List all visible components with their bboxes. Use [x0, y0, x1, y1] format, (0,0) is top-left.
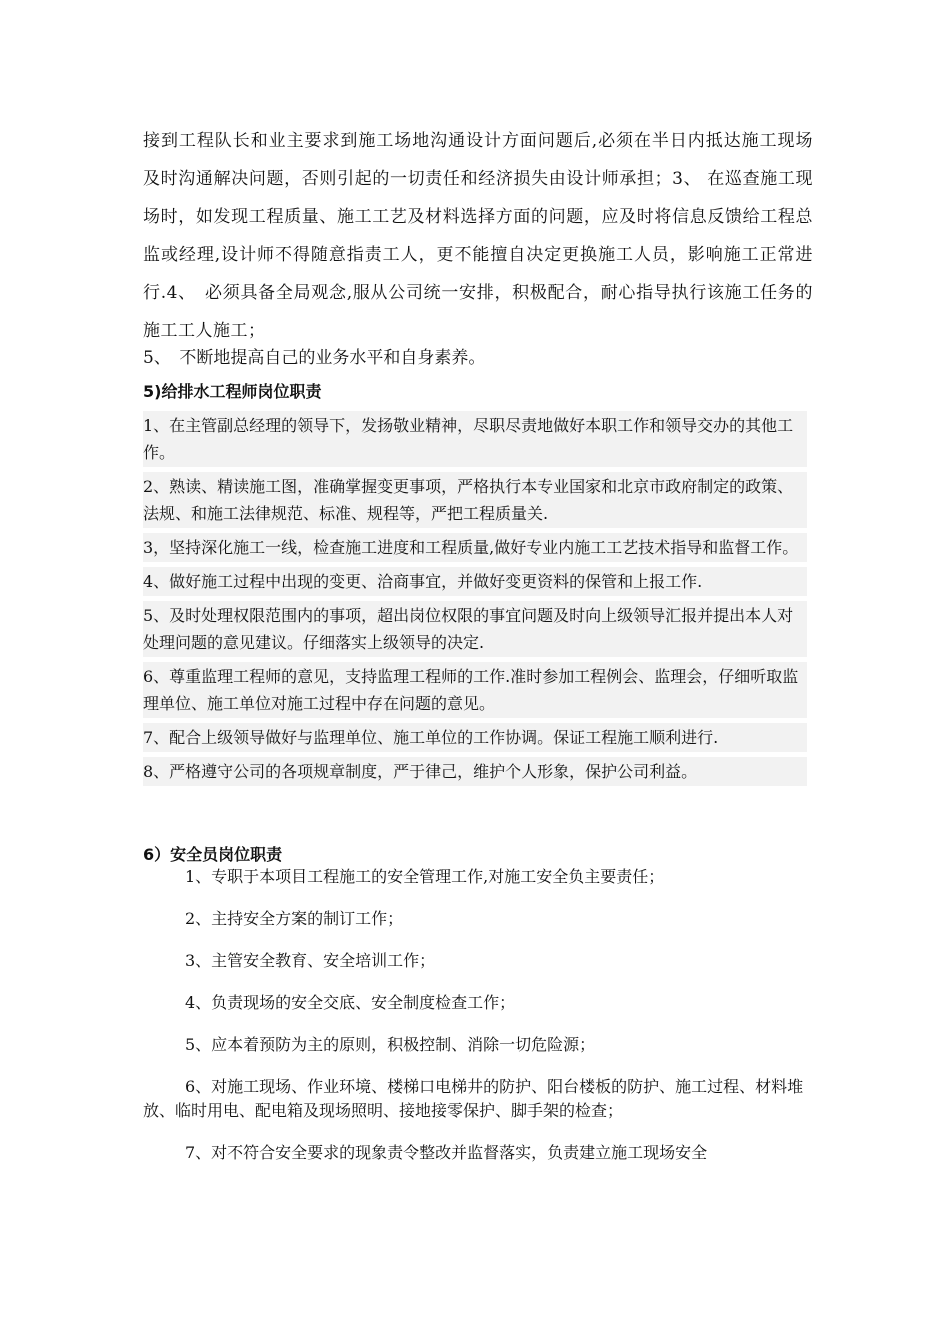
duty-item: 2、主持安全方案的制订工作； — [185, 909, 404, 928]
duty-item: 5、应本着预防为主的原则，积极控制、消除一切危险源； — [185, 1035, 596, 1054]
duty-item: 6、对施工现场、作业环境、楼梯口电梯井的防护、阳台楼板的防护、施工过程、材料堆放、临时用电、配电箱及现场照明、接地接零保护、脚手架的检查； — [143, 1077, 804, 1120]
intro-paragraph: 接到工程队长和业主要求到施工场地沟通设计方面问题后,必须在半日内抵达施工现场及时沟通解决问题，否则引起的一切责任和经济损失由设计师承担；3、 在巡查施工现场时，如发现工程质量、施工工艺及材料选择方面的问题，应及时将信息反馈给工程总监或经理,设计师不得随意指责工人，更不能擅自决定更换施工人员，影响施工正常进行.4、 必须具备全局观念,服从公司统一安排，积极配合，耐心指导执行该施工任务的施工工人施工； — [143, 131, 813, 341]
duty-item: 5、及时处理权限范围内的事项，超出岗位权限的事宜问题及时向上级领导汇报并提出本人对处理问题的意见建议。仔细落实上级领导的决定. — [143, 601, 807, 657]
duty-item: 3，坚持深化施工一线，检查施工进度和工程质量,做好专业内施工工艺技术指导和监督工作。 — [143, 533, 807, 562]
duty-item: 4、做好施工过程中出现的变更、洽商事宜，并做好变更资料的保管和上报工作. — [143, 567, 807, 596]
duty-item: 2、熟读、精读施工图，准确掌握变更事项，严格执行本专业国家和北京市政府制定的政策、法规、和施工法律规范、标准、规程等，严把工程质量关. — [143, 472, 807, 528]
duty-item: 3、主管安全教育、安全培训工作； — [185, 951, 436, 970]
duty-item: 1、专职于本项目工程施工的安全管理工作,对施工安全负主要责任； — [185, 867, 665, 886]
section-heading-water-engineer: 5)给排水工程师岗位职责 — [143, 382, 322, 401]
water-engineer-duties-list — [143, 411, 807, 791]
duty-item: 7、对不符合安全要求的现象责令整改并监督落实，负责建立施工现场安全 — [185, 1143, 708, 1162]
duty-item: 6、尊重监理工程师的意见，支持监理工程师的工作.准时参加工程例会、监理会，仔细听取监理单位、施工单位对施工过程中存在问题的意见。 — [143, 662, 807, 718]
safety-officer-duties-list — [143, 865, 813, 1183]
duty-item: 8、严格遵守公司的各项规章制度，严于律己，维护个人形象，保护公司利益。 — [143, 757, 807, 786]
section-heading-safety-officer: 6）安全员岗位职责 — [143, 845, 283, 864]
duty-item: 1、在主管副总经理的领导下，发扬敬业精神，尽职尽责地做好本职工作和领导交办的其他工作。 — [143, 411, 807, 467]
duty-item: 4、负责现场的安全交底、安全制度检查工作； — [185, 993, 516, 1012]
duty-item: 7、配合上级领导做好与监理单位、施工单位的工作协调。保证工程施工顺利进行. — [143, 723, 807, 752]
intro-item-5: 5、 不断地提高自己的业务水平和自身素养。 — [143, 348, 486, 368]
